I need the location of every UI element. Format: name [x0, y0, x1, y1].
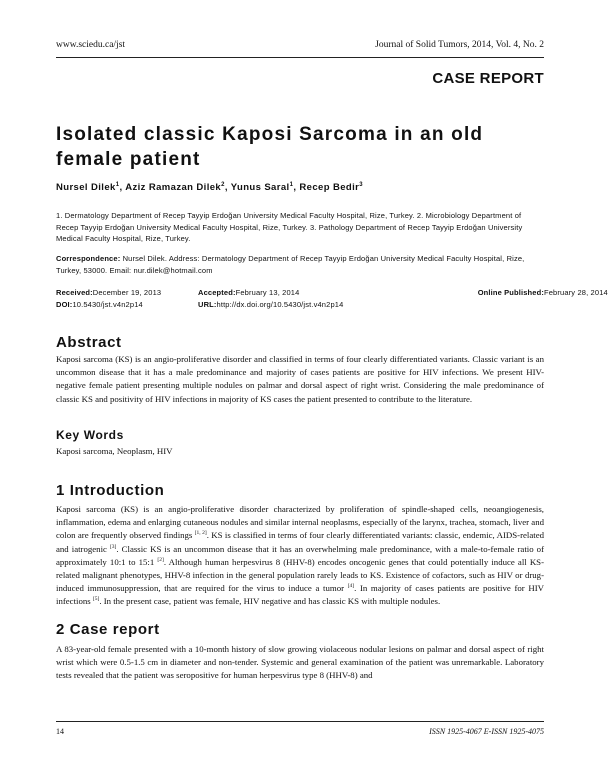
author-list [56, 182, 363, 193]
doi [56, 300, 143, 309]
citation-ref[interactable]: [2] [157, 556, 164, 563]
author-name: Recep Bedir [299, 182, 360, 194]
footer-divider [56, 721, 544, 722]
url-value[interactable]: http://dx.doi.org/10.5430/jst.v4n2p14 [216, 300, 344, 309]
article-type: CASE REPORT [432, 70, 544, 87]
citation-ref[interactable]: [3] [109, 543, 117, 550]
keywords-text: Kaposi sarcoma, Neoplasm, HIV [56, 446, 173, 456]
doi-value[interactable]: 10.5430/jst.v4n2p14 [72, 300, 143, 309]
author-name: Yunus Saral [230, 182, 290, 194]
journal-citation: Journal of Solid Tumors, 2014, Vol. 4, No. 2 [375, 40, 544, 50]
author-affiliation-mark: 1 [289, 182, 294, 188]
correspondence-text: Nursel Dilek. Address: Dermatology Department of Recep Tayyip Erdoğan University Medical Faculty Hospital, Rize, Turkey, 53000. Email: nur.dilek@hotmail.com [56, 254, 525, 275]
author-separator: , [293, 182, 300, 194]
page-footer [56, 727, 544, 739]
citation-ref[interactable]: [5] [92, 596, 100, 603]
received-label: Received: [56, 288, 93, 297]
issn: ISSN 1925-4067 E-ISSN 1925-4075 [429, 727, 544, 736]
running-header [56, 40, 544, 54]
correspondence [56, 253, 544, 276]
author-affiliation-mark: 3 [359, 182, 364, 188]
online-value: February 28, 2014 [544, 288, 608, 297]
article-title: Isolated classic Kaposi Sarcoma in an old female patient [56, 124, 484, 170]
accepted-date [198, 288, 300, 297]
intro-text-part: . Although human herpesvirus 8 (HHV-8) encodes oncogenic genes that could potentially induce all KS-related malignant phenotypes, HHV-8 infection in the general population rarely leads to KS. Existence of cofactors, such as HIV or drug-induced immunosuppression, that are required for the virus to induce a tumor [56, 556, 545, 594]
journal-url[interactable]: www.sciedu.ca/jst [56, 40, 126, 50]
doi-label: DOI: [56, 300, 73, 309]
accepted-value: February 13, 2014 [235, 288, 300, 297]
introduction-heading: 1 Introduction [56, 482, 165, 499]
correspondence-label: Correspondence: [56, 254, 121, 263]
author-affiliation-mark: 1 [115, 182, 120, 188]
author-name: Nursel Dilek [56, 182, 116, 194]
intro-text-part: . In the present case, patient was female, HIV negative and has classic KS with multiple nodules. [99, 596, 441, 607]
intro-text-part: Kaposi sarcoma (KS) is an angio-proliferative disorder characterized by proliferation of spindle-shaped cells, neoangiogenesis, inflammation, edema and enlarging cutaneous nodules and similar internal neoplasms, especially of the larynx, trachea, stomach, liver and colon are frequently observed findings [56, 504, 544, 541]
publication-dates-row [56, 288, 608, 299]
author-separator: , [224, 182, 231, 194]
affiliations: 1. Dermatology Department of Recep Tayyip Erdoğan University Medical Faculty Hospital, Rize, Turkey. 2. Microbiology Department of Recep Tayyip Erdoğan University Medical Faculty Hospital, Rize, Turkey. 3. Pathology Department of Recep Tayyip Erdoğan University Medical Faculty Hospital, Rize, Turkey. [56, 211, 523, 243]
online-published-date [477, 288, 608, 297]
author-separator: , [119, 182, 126, 194]
online-label: Online Published: [477, 288, 544, 297]
case-report-text: A 83-year-old female presented with a 10-month history of slow growing violaceous nodular lesions on palmar and dorsal aspect of right wrist which were 0.5-1.5 cm in diameter and non-tender. Systemic and general examination of the patient was unremarkable. Laboratory tests revealed that the patient was seropositive for human herpesvirus type 8 (HHV-8) and [56, 644, 544, 681]
accepted-label: Accepted: [198, 288, 236, 297]
received-value: December 19, 2013 [92, 288, 162, 297]
introduction-text [56, 503, 544, 609]
intro-text-part: . In majority of cases patients are positive for HIV infections [56, 583, 544, 607]
case-report-heading: 2 Case report [56, 621, 160, 638]
citation-ref[interactable]: [1, 2] [194, 530, 207, 537]
article-url [198, 300, 344, 309]
author-name: Aziz Ramazan Dilek [125, 182, 222, 194]
url-label: URL: [198, 300, 217, 309]
intro-text-part: . Classic KS is an uncommon disease that it has an overwhelming male predominance, with a male-to-female ratio of approximately 10:1 to 15:1 [56, 543, 544, 567]
intro-text-part: . KS is classified in terms of four clearly differentiated variants: classic, endemic, AIDS-related and iatrogenic [56, 530, 544, 554]
header-divider [56, 57, 544, 58]
keywords-heading: Key Words [56, 428, 124, 442]
author-affiliation-mark: 2 [221, 182, 225, 188]
abstract-text: Kaposi sarcoma (KS) is an angio-proliferative disorder and classified in terms of four clearly differentiated variants. Classic variant is an uncommon disease that it has a male predominance and majority of cases patients are positive for HIV infections. We present HIV-negative female patient presenting multiple nodules on palmar and dorsal aspect of right wrist. Considering the male predominance of classic KS and positivity of HIV infections in majority of KS cases the patient presented to contribute to the literature. [56, 354, 544, 404]
received-date [56, 288, 162, 297]
abstract-heading: Abstract [56, 334, 122, 351]
identifier-row [56, 300, 544, 311]
page-number: 14 [56, 727, 64, 736]
citation-ref[interactable]: [4] [347, 583, 355, 590]
